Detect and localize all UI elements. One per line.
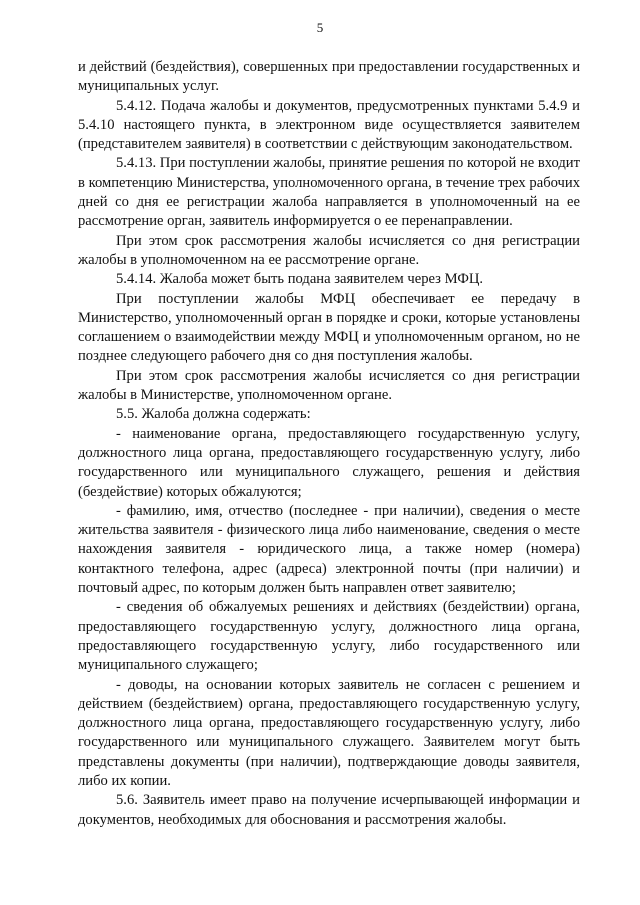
paragraph-mfc-transfer: При поступлении жалобы МФЦ обеспечивает ее передачу в Министерство, уполномоченный орган в порядке и сроки, которые установлены соглашением о взаимодействии между МФЦ и уполномоченным органом, но не позднее следующего рабочего дня со дня поступления жалобы. bbox=[78, 290, 580, 365]
list-item-appealed-decisions: - сведения об обжалуемых решениях и действиях (бездействии) органа, предоставляющего государственную услугу, должностного лица органа, предоставляющего государственную услугу, либо государственного или муниципального служащего; bbox=[78, 599, 580, 674]
paragraph-5-4-12: 5.4.12. Подача жалобы и документов, предусмотренных пунктами 5.4.9 и 5.4.10 настоящего пункта, в электронном виде осуществляется заявителем (представителем заявителя) в соответствии с действующим законодательством. bbox=[78, 97, 580, 153]
list-item-arguments: - доводы, на основании которых заявитель не согласен с решением и действием (бездействием) органа, предоставляющего государственную услугу, должностного лица органа, предоставляющего государственную услугу, либо государственного или муниципального служащего. Заявителем могут быть представлены документы (при наличии), подтверждающие доводы заявителя, либо их копии. bbox=[78, 676, 580, 789]
list-item-applicant-details: - фамилию, имя, отчество (последнее - при наличии), сведения о месте жительства заявителя - физического лица либо наименование, сведения о месте нахождения заявителя - юридического лица, а также номер (номера) контактного телефона, адрес (адреса) электронной почты (при наличии) и почтовый адрес, по которым должен быть направлен ответ заявителю; bbox=[78, 502, 580, 597]
paragraph-5-4-14: 5.4.14. Жалоба может быть подана заявителем через МФЦ. bbox=[116, 271, 484, 288]
paragraph-review-term-redirect: При этом срок рассмотрения жалобы исчисляется со дня регистрации жалобы в уполномоченном на ее рассмотрение органе. bbox=[78, 232, 580, 268]
page-number: 5 bbox=[316, 20, 324, 35]
paragraph-5-6: 5.6. Заявитель имеет право на получение исчерпывающей информации и документов, необходимых для обоснования и рассмотрения жалобы. bbox=[78, 792, 580, 828]
paragraph-5-4-13: 5.4.13. При поступлении жалобы, принятие решения по которой не входит в компетенцию Министерства, уполномоченного органа, в течение трех рабочих дней со дня ее регистрации жалоба направляется в уполномоченный на ее рассмотрение орган, заявитель информируется о ее перенаправлении. bbox=[78, 155, 580, 230]
paragraph-review-term-ministry: При этом срок рассмотрения жалобы исчисляется со дня регистрации жалобы в Министерстве, уполномоченном органе. bbox=[78, 367, 580, 404]
paragraph-continuation: и действий (бездействия), совершенных при предоставлении государственных и муниципальных услуг. bbox=[78, 59, 580, 95]
list-item-authority-name: - наименование органа, предоставляющего государственную услугу, должностного лица органа, предоставляющего государственную услугу, либо государственного или муниципального служащего, решения и действия (бездействие) которых обжалуются; bbox=[78, 425, 580, 500]
paragraph-5-5: 5.5. Жалоба должна содержать: bbox=[116, 406, 311, 423]
document-body bbox=[78, 58, 580, 830]
